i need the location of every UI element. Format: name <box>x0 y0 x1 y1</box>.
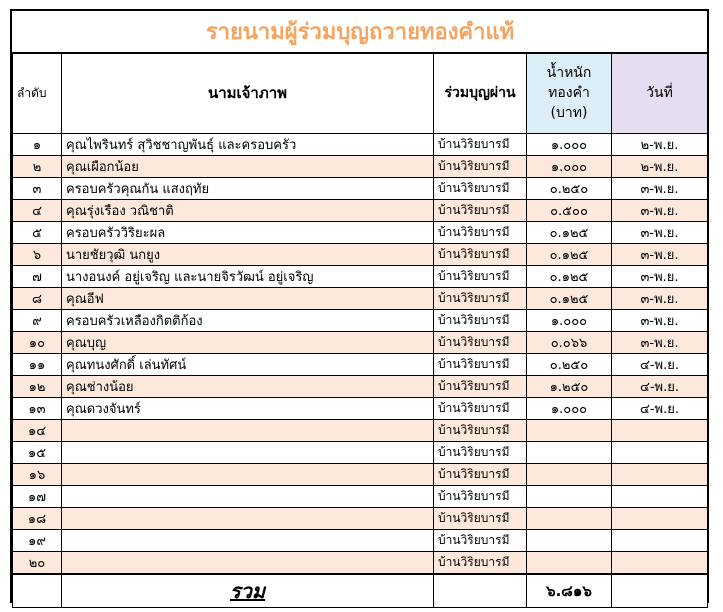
header-weight-line1: น้ำหนัก <box>546 65 592 82</box>
table-row <box>13 265 708 287</box>
donor-name: คุณไพรินทร์ สุวิชชาญพันธุ์ และครอบครัว <box>62 133 434 155</box>
gold-weight: ๑.๐๐๐ <box>527 309 612 331</box>
table-row <box>13 485 708 507</box>
row-number: ๕ <box>13 221 62 243</box>
table-row <box>13 133 708 155</box>
donation-via: บ้านวิริยบารมี <box>434 353 527 375</box>
donation-date: ๔-พ.ย. <box>612 397 708 419</box>
row-number: ๑๓ <box>13 397 62 419</box>
donor-name: คุณเผือกน้อย <box>62 155 434 177</box>
donor-name: ครอบครัววิริยะผล <box>62 221 434 243</box>
gold-weight <box>527 463 612 485</box>
donation-date: ๓-พ.ย. <box>612 309 708 331</box>
table-row <box>13 353 708 375</box>
row-number: ๑๕ <box>13 441 62 463</box>
table-row <box>13 243 708 265</box>
donor-name: คุณอีฟ <box>62 287 434 309</box>
total-weight: ๖.๘๑๖ <box>527 574 612 608</box>
donation-via: บ้านวิริยบารมี <box>434 331 527 353</box>
donor-name: คุณบุญ <box>62 331 434 353</box>
donation-date <box>612 463 708 485</box>
donation-via: บ้านวิริยบารมี <box>434 265 527 287</box>
donation-via: บ้านวิริยบารมี <box>434 419 527 441</box>
gold-weight: ๐.๑๒๕ <box>527 243 612 265</box>
donor-name <box>62 507 434 529</box>
gold-weight: ๐.๐๖๖ <box>527 331 612 353</box>
gold-weight <box>527 507 612 529</box>
donation-via: บ้านวิริยบารมี <box>434 551 527 574</box>
header-date: วันที่ <box>612 53 708 133</box>
total-label: รวม <box>62 574 434 608</box>
row-number: ๖ <box>13 243 62 265</box>
row-number: ๑๔ <box>13 419 62 441</box>
row-number: ๑๘ <box>13 507 62 529</box>
gold-weight: ๐.๑๒๕ <box>527 265 612 287</box>
donation-via: บ้านวิริยบารมี <box>434 375 527 397</box>
donation-date: ๔-พ.ย. <box>612 375 708 397</box>
donor-name: ครอบครัวเหลืองกิตติก้อง <box>62 309 434 331</box>
donation-date: ๓-พ.ย. <box>612 331 708 353</box>
gold-weight: ๐.๕๐๐ <box>527 199 612 221</box>
row-number: ๒ <box>13 155 62 177</box>
donation-date: ๓-พ.ย. <box>612 199 708 221</box>
gold-weight <box>527 529 612 551</box>
donation-via: บ้านวิริยบารมี <box>434 507 527 529</box>
donation-date <box>612 419 708 441</box>
donor-name <box>62 485 434 507</box>
table-row <box>13 375 708 397</box>
donation-via: บ้านวิริยบารมี <box>434 529 527 551</box>
gold-weight: ๑.๒๕๐ <box>527 375 612 397</box>
row-number: ๑๑ <box>13 353 62 375</box>
donor-name: คุณทนงศักดิ์ เล่นทัศน์ <box>62 353 434 375</box>
row-number: ๒๐ <box>13 551 62 574</box>
gold-weight: ๐.๑๒๕ <box>527 287 612 309</box>
donation-date <box>612 441 708 463</box>
donor-table <box>12 11 708 608</box>
donation-via: บ้านวิริยบารมี <box>434 485 527 507</box>
row-number: ๑๙ <box>13 529 62 551</box>
donor-name <box>62 551 434 574</box>
donation-via: บ้านวิริยบารมี <box>434 463 527 485</box>
donor-name <box>62 463 434 485</box>
gold-weight <box>527 419 612 441</box>
donor-name: ครอบครัวคุณกัน แสงฤทัย <box>62 177 434 199</box>
donor-name: คุณช่างน้อย <box>62 375 434 397</box>
donation-date: ๓-พ.ย. <box>612 287 708 309</box>
table-row <box>13 287 708 309</box>
donation-via: บ้านวิริยบารมี <box>434 243 527 265</box>
row-number: ๑ <box>13 133 62 155</box>
header-no: ลำดับ <box>13 53 62 133</box>
table-row <box>13 199 708 221</box>
donation-via: บ้านวิริยบารมี <box>434 441 527 463</box>
donor-name <box>62 419 434 441</box>
donation-date: ๓-พ.ย. <box>612 177 708 199</box>
donor-name <box>62 529 434 551</box>
sheet-title: รายนามผู้ร่วมบุญถวายทองคำแท้ <box>13 11 708 53</box>
donor-name <box>62 441 434 463</box>
donor-name: นางอนงค์ อยู่เจริญ และนายจิรวัฒน์ อยู่เจริญ <box>62 265 434 287</box>
donation-date <box>612 507 708 529</box>
gold-weight: ๑.๐๐๐ <box>527 155 612 177</box>
donation-via: บ้านวิริยบารมี <box>434 221 527 243</box>
table-row <box>13 177 708 199</box>
donation-via: บ้านวิริยบารมี <box>434 397 527 419</box>
header-weight-line3: (บาท) <box>550 105 588 122</box>
table-row <box>13 529 708 551</box>
gold-weight: ๐.๒๕๐ <box>527 177 612 199</box>
row-number: ๗ <box>13 265 62 287</box>
donation-date: ๒-พ.ย. <box>612 133 708 155</box>
gold-weight <box>527 441 612 463</box>
donation-via: บ้านวิริยบารมี <box>434 177 527 199</box>
donation-via: บ้านวิริยบารมี <box>434 309 527 331</box>
table-row <box>13 463 708 485</box>
header-weight <box>527 53 612 133</box>
header-name: นามเจ้าภาพ <box>62 53 434 133</box>
gold-weight <box>527 485 612 507</box>
donation-date: ๓-พ.ย. <box>612 221 708 243</box>
table-row <box>13 221 708 243</box>
table-row <box>13 419 708 441</box>
donation-via: บ้านวิริยบารมี <box>434 133 527 155</box>
row-number: ๑๖ <box>13 463 62 485</box>
donation-via: บ้านวิริยบารมี <box>434 155 527 177</box>
gold-weight: ๐.๑๒๕ <box>527 221 612 243</box>
donation-date: ๓-พ.ย. <box>612 265 708 287</box>
table-row <box>13 309 708 331</box>
total-blank-date <box>612 574 708 608</box>
table-row <box>13 441 708 463</box>
table-row <box>13 155 708 177</box>
header-weight-line2: ทองคำ <box>548 85 590 102</box>
donation-date <box>612 485 708 507</box>
donor-name: คุณดวงจันทร์ <box>62 397 434 419</box>
row-number: ๘ <box>13 287 62 309</box>
gold-weight <box>527 551 612 574</box>
donation-via: บ้านวิริยบารมี <box>434 199 527 221</box>
row-number: ๑๒ <box>13 375 62 397</box>
table-row <box>13 397 708 419</box>
row-number: ๑๐ <box>13 331 62 353</box>
donation-via: บ้านวิริยบารมี <box>434 287 527 309</box>
total-blank-via <box>434 574 527 608</box>
gold-weight: ๑.๐๐๐ <box>527 133 612 155</box>
donor-list-sheet <box>10 9 709 603</box>
row-number: ๑๗ <box>13 485 62 507</box>
donation-date: ๔-พ.ย. <box>612 353 708 375</box>
donation-date: ๒-พ.ย. <box>612 155 708 177</box>
donor-name: คุณรุ่งเรือง วณิชาติ <box>62 199 434 221</box>
gold-weight: ๑.๐๐๐ <box>527 397 612 419</box>
total-blank <box>13 574 62 608</box>
donor-name: นายชัยวุฒิ นกยูง <box>62 243 434 265</box>
row-number: ๔ <box>13 199 62 221</box>
donation-date <box>612 529 708 551</box>
table-row <box>13 551 708 574</box>
gold-weight: ๐.๒๕๐ <box>527 353 612 375</box>
table-row <box>13 331 708 353</box>
donation-date: ๓-พ.ย. <box>612 243 708 265</box>
row-number: ๓ <box>13 177 62 199</box>
table-row <box>13 507 708 529</box>
donation-date <box>612 551 708 574</box>
header-via: ร่วมบุญผ่าน <box>434 53 527 133</box>
row-number: ๙ <box>13 309 62 331</box>
